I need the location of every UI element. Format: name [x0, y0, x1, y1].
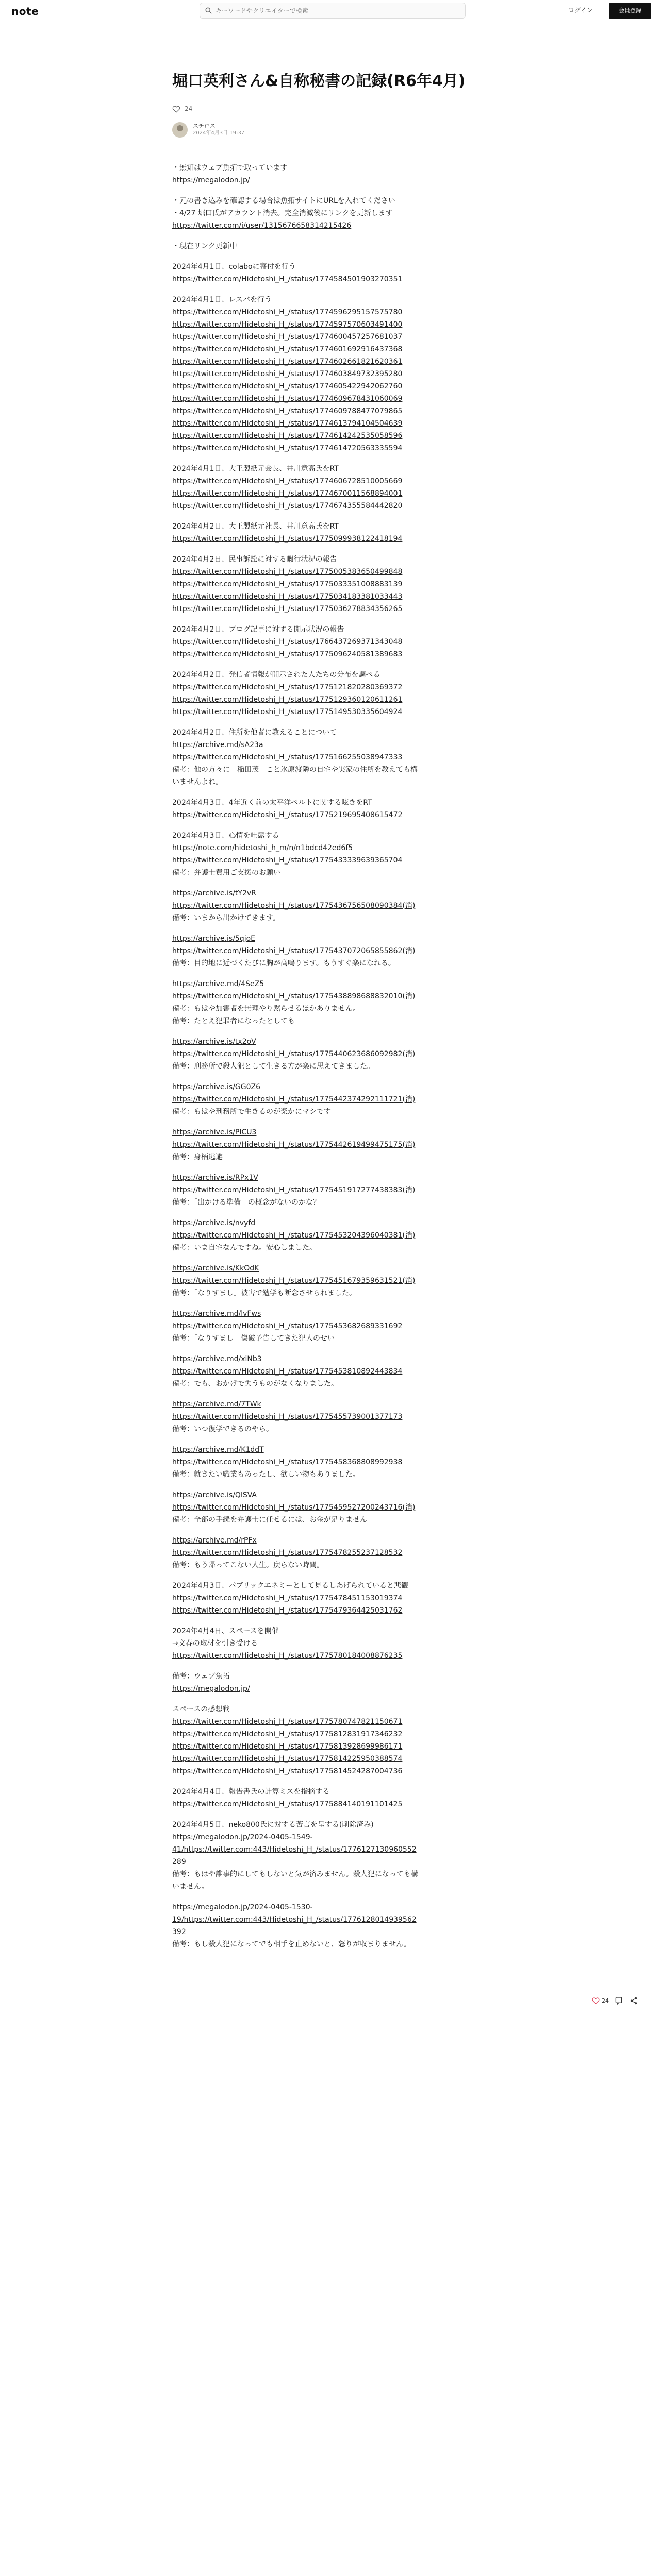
body-link[interactable]: https://megalodon.jp/2024-0405-1549-	[172, 1833, 313, 1841]
paragraph-gap	[172, 1695, 492, 1703]
body-link[interactable]: https://archive.is/PICU3	[172, 1128, 257, 1137]
body-text: 2024年4月1日、colaboに寄付を行う	[172, 263, 296, 271]
body-link[interactable]: https://megalodon.jp/	[172, 1685, 250, 1693]
paragraph-gap	[172, 1163, 492, 1172]
body-link[interactable]: https://twitter.com/Hidetoshi_H_/status/1775451679359631521(消)	[172, 1277, 416, 1285]
body-text: 備考：刑務所で殺人犯として生きる方が楽に思えてきました。	[172, 1062, 374, 1071]
body-text: スペースの感想戦	[172, 1705, 230, 1714]
body-text: いません。	[172, 1883, 209, 1891]
body-link[interactable]: https://twitter.com/Hidetoshi_H_/status/1775478451153019374	[172, 1594, 403, 1602]
body-text: 備考：でも、おかげで失うものがなくなりました。	[172, 1380, 338, 1388]
body-link[interactable]: https://twitter.com/Hidetoshi_H_/status/1774614242535058596	[172, 432, 403, 440]
body-link[interactable]: https://twitter.com/Hidetoshi_H_/status/1775036278834356265	[172, 605, 403, 613]
body-link[interactable]: https://twitter.com/Hidetoshi_H_/status/1775459527200243716(消)	[172, 1503, 416, 1512]
body-link[interactable]: https://archive.is/QlSVA	[172, 1491, 257, 1499]
body-text: 備考：「なりすまし」傷破予告してきた犯人のせい	[172, 1334, 335, 1343]
body-link[interactable]: 19/https://twitter.com:443/Hidetoshi_H_/status/1776128014939562	[172, 1916, 417, 1924]
body-text: ・現在リンク更新中	[172, 242, 237, 250]
body-text: 2024年4月2日、民事訴訟に対する暇行状況の報告	[172, 555, 337, 564]
body-link[interactable]: https://twitter.com/Hidetoshi_H_/status/1775812831917346232	[172, 1730, 403, 1738]
paragraph-gap	[172, 1526, 492, 1534]
body-link[interactable]: https://archive.is/KkOdK	[172, 1264, 259, 1273]
paragraph-gap	[172, 187, 492, 195]
body-link[interactable]: https://archive.md/4SeZ5	[172, 980, 264, 988]
body-link[interactable]: https://twitter.com/i/user/1315676658314215426	[172, 222, 352, 230]
body-link[interactable]: https://twitter.com/Hidetoshi_H_/status/1775814225950388574	[172, 1755, 403, 1763]
body-text: 備考：もし殺人犯になってでも相手を止めないと、怒りが収まりません。	[172, 1940, 411, 1948]
body-link[interactable]: https://archive.md/rPFx	[172, 1536, 257, 1545]
body-link[interactable]: https://archive.md/lvFws	[172, 1310, 261, 1318]
paragraph-gap	[172, 1617, 492, 1625]
paragraph-gap	[172, 1299, 492, 1308]
body-link[interactable]: https://twitter.com/Hidetoshi_H_/status/1775096240581389683	[172, 650, 403, 658]
body-text: 備考：「なりすまし」被害で勉学も断念させられました。	[172, 1289, 356, 1297]
body-link[interactable]: https://twitter.com/Hidetoshi_H_/status/1774600457257681037	[172, 333, 403, 341]
body-link[interactable]: https://archive.is/GG0Z6	[172, 1083, 261, 1091]
body-link[interactable]: https://twitter.com/Hidetoshi_H_/status/1775442374292111721(消)	[172, 1095, 416, 1104]
search-input[interactable]	[216, 6, 458, 16]
body-text: →文春の取材を引き受ける	[172, 1639, 258, 1648]
body-link[interactable]: 289	[172, 1858, 186, 1866]
author-name[interactable]: スチロス	[193, 123, 216, 129]
article	[172, 70, 492, 1951]
body-link[interactable]: https://megalodon.jp/	[172, 176, 250, 184]
body-link[interactable]: https://twitter.com/Hidetoshi_H_/status/1775780747821150671	[172, 1718, 403, 1726]
body-text: ・4/27 堀口氏がアカウント消去。完全消滅後にリンクを更新します	[172, 209, 393, 217]
body-text: 備考：もはや誰事的にしてもしないと気が済みません。殺人犯になっても構	[172, 1870, 418, 1878]
body-link[interactable]: https://twitter.com/Hidetoshi_H_/status/1775005383650499848	[172, 568, 403, 576]
body-text: 備考：目的地に近づくたびに胸が高鳴ります。もうすぐ楽になれる。	[172, 959, 395, 968]
body-link[interactable]: https://twitter.com/Hidetoshi_H_/status/1766437269371343048	[172, 638, 403, 646]
side-heart-icon[interactable]	[592, 1997, 600, 2004]
search-box[interactable]	[200, 3, 466, 19]
body-text: 2024年4月4日、報告書氏の計算ミスを指摘する	[172, 1788, 330, 1796]
body-link[interactable]: https://twitter.com/Hidetoshi_H_/status/1774602661821620361	[172, 358, 403, 366]
body-text: 2024年4月2日、大王製紙元社長、井川意高氏をRT	[172, 522, 339, 531]
body-link[interactable]: https://twitter.com/Hidetoshi_H_/status/1775166255038947333	[172, 753, 403, 761]
body-link[interactable]: https://twitter.com/Hidetoshi_H_/status/1775451917277438383(消)	[172, 1186, 416, 1194]
body-link[interactable]: https://twitter.com/Hidetoshi_H_/status/1775129360120611261	[172, 696, 403, 704]
body-link[interactable]: https://archive.is/tY2vR	[172, 889, 256, 897]
body-link[interactable]: https://twitter.com/Hidetoshi_H_/status/1775813928699986171	[172, 1742, 403, 1751]
body-text: 備考：身柄逃避	[172, 1153, 223, 1161]
body-text: 備考：もう帰ってこない人生。戻らない時間。	[172, 1561, 324, 1569]
body-text: 備考：他の方々に「稲田茂」こと氷原渡隣の自宅や実家の住所を教えても構	[172, 766, 418, 774]
paragraph-gap	[172, 660, 492, 669]
publish-date: 2024年4月3日 19:37	[193, 130, 245, 136]
body-text: ・元の書き込みを確認する場合は魚拓サイトにURLを入れてください	[172, 197, 395, 205]
avatar[interactable]	[172, 122, 188, 138]
note-logo[interactable]: note	[11, 5, 39, 18]
body-link[interactable]: https://twitter.com/Hidetoshi_H_/status/1775437072065855862(消)	[172, 947, 416, 955]
body-link[interactable]: https://twitter.com/Hidetoshi_H_/status/1775149530335604924	[172, 708, 403, 716]
body-text: 備考：いまから出かけてきます。	[172, 914, 280, 922]
like-count: 24	[185, 105, 193, 112]
body-link[interactable]: https://twitter.com/Hidetoshi_H_/status/1775458368808992938	[172, 1458, 403, 1466]
paragraph-gap	[172, 924, 492, 933]
body-link[interactable]: https://twitter.com/Hidetoshi_H_/status/1774601692916437368	[172, 345, 403, 353]
body-text: 2024年4月3日、4年近く前の太平洋ベルトに関する呟きをRT	[172, 799, 372, 807]
paragraph-gap	[172, 1893, 492, 1901]
body-link[interactable]: https://twitter.com/Hidetoshi_H_/status/1775453682689331692	[172, 1322, 403, 1330]
body-link[interactable]: https://twitter.com/Hidetoshi_H_/status/1775433339639365704	[172, 856, 403, 865]
article-title: 堀口英利さん&自称秘書の記録(R6年4月)	[172, 72, 466, 90]
body-link[interactable]: https://archive.is/nvyfd	[172, 1219, 256, 1227]
body-link[interactable]: https://twitter.com/Hidetoshi_H_/status/1774609788477079865	[172, 407, 403, 415]
paragraph-gap	[172, 1118, 492, 1126]
body-link[interactable]: https://twitter.com/Hidetoshi_H_/status/1774606728510005669	[172, 477, 403, 485]
body-link[interactable]: https://twitter.com/Hidetoshi_H_/status/1775121820280369372	[172, 683, 403, 691]
article-body	[172, 162, 492, 1951]
body-text: いませんよね。	[172, 778, 223, 786]
body-text: 備考：もはや加害者を無理やり黙らせるほかありません。	[172, 1005, 360, 1013]
body-link[interactable]: https://archive.md/K1ddT	[172, 1446, 264, 1454]
body-link[interactable]: https://twitter.com/Hidetoshi_H_/status/1774603849732395280	[172, 370, 403, 378]
body-link[interactable]: https://twitter.com/Hidetoshi_H_/status/1775453810892443834	[172, 1367, 403, 1376]
top-bar	[0, 0, 662, 21]
body-link[interactable]: https://twitter.com/Hidetoshi_H_/status/1775479364425031762	[172, 1606, 403, 1615]
body-link[interactable]: https://twitter.com/Hidetoshi_H_/status/1775814524287004736	[172, 1767, 403, 1775]
body-text: 備考：「出かける準備」の概念がないのかな？	[172, 1198, 320, 1207]
signup-button[interactable]: 会員登録	[609, 3, 651, 19]
body-link[interactable]: https://twitter.com/Hidetoshi_H_/status/1775440623686092982(消)	[172, 1050, 416, 1058]
body-text: 備考：全部の手続を弁護士に任せるには、お金が足りません	[172, 1516, 367, 1524]
body-text: 2024年4月2日、ブログ記事に対する開示状況の報告	[172, 625, 344, 634]
paragraph-gap	[172, 252, 492, 261]
body-link[interactable]: https://archive.is/tx2oV	[172, 1038, 256, 1046]
paragraph-gap	[172, 1345, 492, 1353]
author-info[interactable]	[172, 121, 492, 139]
body-link[interactable]: https://twitter.com/Hidetoshi_H_/status/1774605422942062760	[172, 382, 403, 391]
paragraph-gap	[172, 1662, 492, 1670]
body-link[interactable]: https://twitter.com/Hidetoshi_H_/status/1775453204396040381(消)	[172, 1231, 416, 1240]
body-link[interactable]: https://twitter.com/Hidetoshi_H_/status/1775033351008883139	[172, 580, 403, 588]
body-link[interactable]: https://twitter.com/Hidetoshi_H_/status/1775438898688832010(消)	[172, 992, 416, 1001]
body-link[interactable]: https://twitter.com/Hidetoshi_H_/status/1775219695408615472	[172, 811, 403, 819]
side-actions	[592, 1994, 654, 2007]
body-text: 2024年4月2日、発信者情報が開示された人たちの分布を調べる	[172, 671, 380, 679]
body-text: 2024年4月1日、レスバを行う	[172, 296, 272, 304]
paragraph-gap	[172, 1254, 492, 1262]
body-text: 備考：弁護士費用ご支援のお願い	[172, 869, 280, 877]
body-link[interactable]: https://archive.md/7TWk	[172, 1400, 261, 1409]
paragraph-gap	[172, 285, 492, 294]
paragraph-gap	[172, 1777, 492, 1786]
body-link[interactable]: https://twitter.com/Hidetoshi_H_/status/1774584501903270351	[172, 275, 403, 283]
body-text: 備考：いつ復学できるのやら。	[172, 1425, 273, 1433]
paragraph-gap	[172, 718, 492, 726]
body-link[interactable]: https://twitter.com/Hidetoshi_H_/status/1774674355584442820	[172, 502, 403, 510]
paragraph-gap	[172, 1390, 492, 1398]
paragraph-gap	[172, 232, 492, 240]
body-link[interactable]: https://twitter.com/Hidetoshi_H_/status/1775442619499475175(消)	[172, 1141, 416, 1149]
body-text: 2024年4月4日、スペースを開催	[172, 1627, 279, 1635]
paragraph-gap	[172, 1073, 492, 1081]
search-icon	[205, 7, 212, 14]
paragraph-gap	[172, 512, 492, 520]
paragraph-gap	[172, 788, 492, 796]
body-link[interactable]: https://archive.is/RPx1V	[172, 1174, 258, 1182]
body-link[interactable]: 41/https://twitter.com:443/Hidetoshi_H_/status/1776127130960552	[172, 1845, 417, 1854]
body-link[interactable]: https://twitter.com/Hidetoshi_H_/status/1775099938122418194	[172, 535, 403, 543]
paragraph-gap	[172, 821, 492, 829]
body-text: 2024年4月1日、大王製紙元会長、井川意高氏をRT	[172, 465, 339, 473]
paragraph-gap	[172, 1481, 492, 1489]
body-link[interactable]: https://archive.is/5qjoE	[172, 935, 256, 943]
heart-icon[interactable]	[172, 105, 180, 113]
body-link[interactable]: 392	[172, 1928, 186, 1936]
body-link[interactable]: https://twitter.com/Hidetoshi_H_/status/1775884140191101425	[172, 1800, 403, 1808]
body-text: 2024年4月3日、心情を吐露する	[172, 832, 279, 840]
body-link[interactable]: https://twitter.com/Hidetoshi_H_/status/1774613794104504639	[172, 419, 403, 428]
like-area	[172, 104, 492, 114]
body-text: ・無知はウェブ魚拓で取っています	[172, 164, 288, 172]
paragraph-gap	[172, 615, 492, 623]
body-text: 2024年4月3日、パブリックエネミーとして見るしあげられていると悲観	[172, 1582, 409, 1590]
body-link[interactable]: https://archive.md/xiNb3	[172, 1355, 262, 1363]
paragraph-gap	[172, 1435, 492, 1444]
body-link[interactable]: https://megalodon.jp/2024-0405-1530-	[172, 1903, 313, 1911]
body-text: 2024年4月5日、neko800氏に対する苦言を呈する(削除済み)	[172, 1821, 374, 1829]
body-link[interactable]: https://twitter.com/Hidetoshi_H_/status/1774596295157575780	[172, 308, 403, 316]
body-link[interactable]: https://twitter.com/Hidetoshi_H_/status/1775436756508090384(消)	[172, 902, 416, 910]
paragraph-gap	[172, 970, 492, 978]
body-link[interactable]: https://archive.md/sA23a	[172, 741, 263, 749]
body-link[interactable]: https://twitter.com/Hidetoshi_H_/status/1775478255237128532	[172, 1549, 403, 1557]
side-like-count: 24	[602, 1997, 609, 2004]
comment-icon[interactable]	[615, 1997, 622, 2005]
body-link[interactable]: https://twitter.com/Hidetoshi_H_/status/1774609678431060069	[172, 395, 403, 403]
login-button[interactable]: ログイン	[568, 7, 593, 14]
body-text: 備考：ウェブ魚拓	[172, 1672, 230, 1681]
body-text: 備考：たとえ犯罪者になったとしても	[172, 1017, 295, 1025]
body-text: 備考：就きたい職業もあったし、欲しい物もありました。	[172, 1470, 360, 1479]
body-text: 2024年4月2日、住所を他者に教えることについて	[172, 728, 337, 737]
paragraph-gap	[172, 1209, 492, 1217]
body-link[interactable]: https://twitter.com/Hidetoshi_H_/status/1775455739001377173	[172, 1413, 403, 1421]
paragraph-gap	[172, 1027, 492, 1036]
body-link[interactable]: https://twitter.com/Hidetoshi_H_/status/1775034183381033443	[172, 592, 403, 601]
body-link[interactable]: https://twitter.com/Hidetoshi_H_/status/1774597570603491400	[172, 320, 403, 329]
body-link[interactable]: https://twitter.com/Hidetoshi_H_/status/1775780184008876235	[172, 1652, 403, 1660]
paragraph-gap	[172, 879, 492, 887]
paragraph-gap	[172, 454, 492, 463]
body-link[interactable]: https://twitter.com/Hidetoshi_H_/status/1774614720563335594	[172, 444, 403, 452]
body-link[interactable]: https://twitter.com/Hidetoshi_H_/status/1774670011568894001	[172, 489, 403, 498]
body-text: 備考：もはや刑務所で生きるのが楽かにマシです	[172, 1108, 331, 1116]
paragraph-gap	[172, 1571, 492, 1580]
share-icon[interactable]	[630, 1997, 638, 2005]
paragraph-gap	[172, 545, 492, 553]
body-link[interactable]: https://note.com/hidetoshi_h_m/n/n1bdcd42ed6f5	[172, 844, 353, 852]
body-text: 備考：いま自宅なんですね。安心しました。	[172, 1244, 317, 1252]
paragraph-gap	[172, 1810, 492, 1819]
